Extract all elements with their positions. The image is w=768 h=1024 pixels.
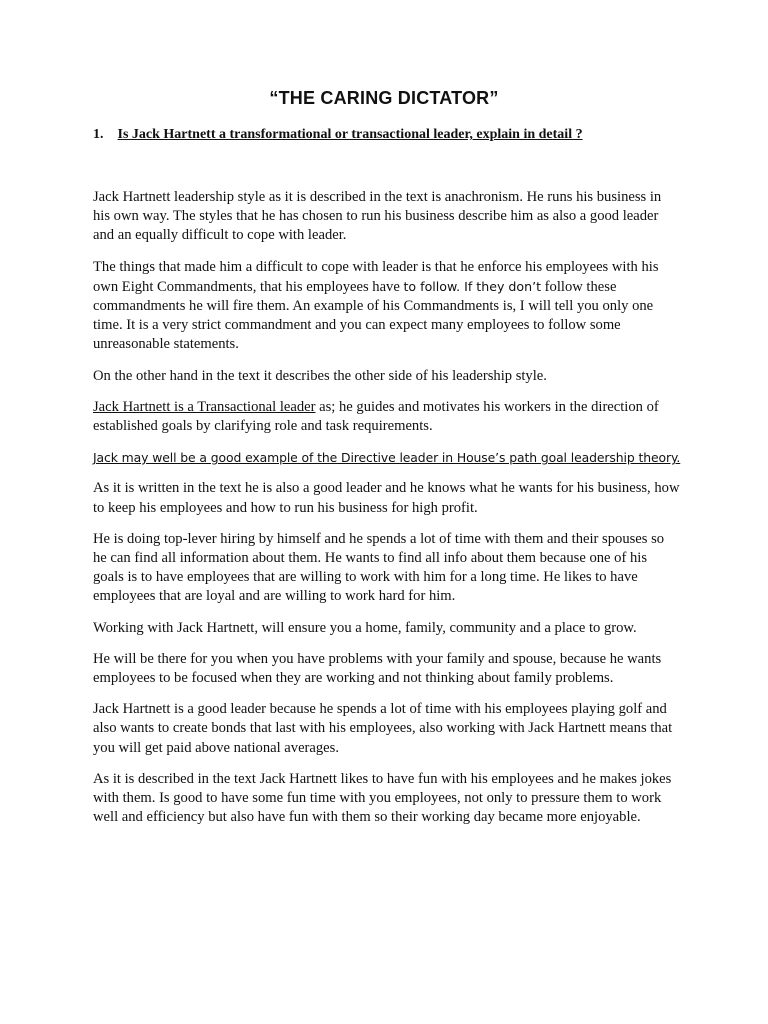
paragraph-3: On the other hand in the text it describes the other side of his leadership style.	[93, 367, 547, 384]
paragraph-5: Jack may well be a good example of the Directive leader in House’s path goal leadership theory.	[93, 450, 681, 466]
paragraph-2-part-1: The things that made him a difficult to cope with leader is that he enforce his employees with his own Eight Commandments, that his employees have	[93, 258, 659, 295]
paragraph-4	[93, 398, 681, 436]
document-title: “THE CARING DICTATOR”	[269, 88, 499, 108]
document-body	[93, 188, 681, 839]
paragraph-8: Working with Jack Hartnett, will ensure you a home, family, community and a place to grow.	[93, 619, 637, 636]
paragraph-2	[93, 258, 681, 355]
question-heading	[93, 127, 583, 143]
transactional-leader-phrase: Jack Hartnett is a Transactional leader	[93, 398, 316, 415]
paragraph-10: Jack Hartnett is a good leader because he spends a lot of time with his employees playing golf and also wants to create bonds that last with his employees, also working with Jack Hartnett means that you will get paid above national averages.	[93, 701, 673, 756]
paragraph-11: As it is described in the text Jack Hartnett likes to have fun with his employees and he makes jokes with them. Is good to have some fun time with you employees, not only to pressure them to work well and efficiency but also have fun with them so their working day became more enjoyable.	[93, 770, 672, 826]
paragraph-9: He will be there for you when you have problems with your family and spouse, because he wants employees to be focused when they are working and not thinking about family problems.	[93, 650, 662, 687]
paragraph-4-rest: as; he guides and motivates his workers in the direction of established goals by clarifying role and task requirements.	[93, 398, 659, 435]
question-number: 1.	[93, 127, 104, 142]
paragraph-1: Jack Hartnett leadership style as it is described in the text is anachronism. He runs his business in his own way. The styles that he has chosen to run his business describe him as also a good leader and an equally difficult to cope with leader.	[93, 189, 662, 244]
question-text: Is Jack Hartnett a transformational or transactional leader, explain in detail ?	[117, 127, 583, 142]
paragraph-7: He is doing top-lever hiring by himself and he spends a lot of time with them and their spouses so he can find all information about them. He wants to find all info about them because one of his goals is to have employees that are willing to work with him for a long time. He likes to have employees that are loyal and are willing to work hard for him.	[93, 530, 665, 605]
paragraph-2-part-2: to follow. If they don’t	[403, 278, 542, 294]
paragraph-2-part-3: follow these commandments he will fire them. An example of his Commandments is, I will tell you only one time. It is a very strict commandment and you can expect many employees to follow some unreasonable statements.	[93, 278, 654, 353]
paragraph-6: As it is written in the text he is also a good leader and he knows what he wants for his business, how to keep his employees and how to run his business for high profit.	[93, 480, 680, 516]
